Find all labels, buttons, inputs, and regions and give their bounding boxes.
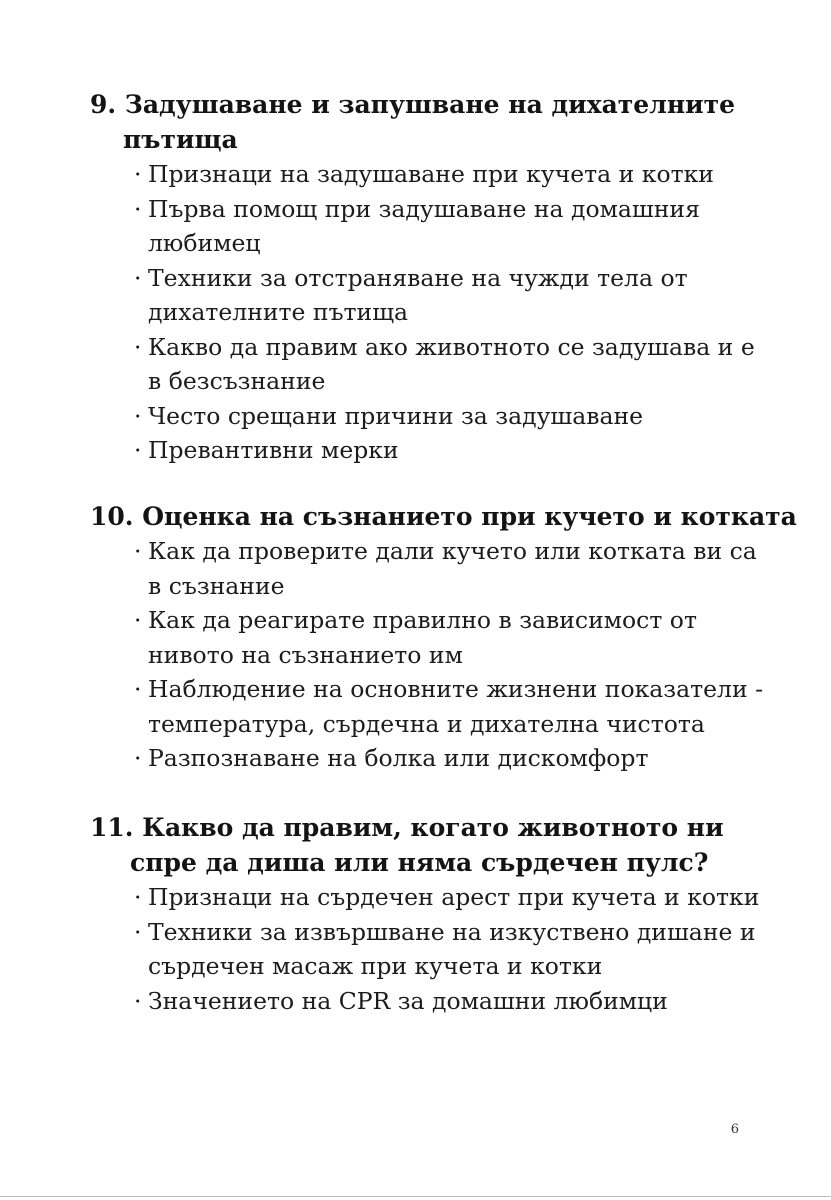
bullet-marker: · — [134, 160, 142, 188]
bullet-marker: · — [134, 883, 142, 911]
heading-line: 11. Какво да правим, когато животното ни — [90, 813, 724, 842]
list-item — [134, 157, 831, 192]
list-item — [134, 603, 831, 672]
bullet-list — [0, 157, 831, 468]
heading-line: 10. Оценка на съзнанието при кучето и котката — [90, 502, 797, 531]
bullet-marker: · — [134, 401, 142, 430]
item-text: любимец — [148, 229, 261, 257]
item-text: в съзнание — [148, 571, 285, 600]
item-text: Значението на CPR за домашни любимци — [148, 986, 668, 1015]
item-text: Какво да правим ако животното се задушава и е — [148, 332, 755, 361]
list-item — [134, 399, 831, 434]
item-text: нивото на съзнанието им — [148, 640, 463, 669]
item-text: Превантивни мерки — [148, 436, 399, 464]
list-item — [134, 880, 831, 915]
list-item — [134, 984, 831, 1019]
bullet-marker: · — [134, 332, 142, 361]
item-text: Наблюдение на основните жизнени показатели - — [148, 675, 764, 703]
section-heading — [0, 810, 831, 880]
section-10 — [0, 499, 831, 776]
list-item — [134, 261, 831, 330]
item-text: сърдечен масаж при кучета и котки — [148, 952, 603, 980]
item-text: Техники за извършване на изкуствено дишане и — [148, 917, 756, 946]
section-11 — [0, 810, 831, 1018]
bullet-marker: · — [134, 606, 142, 634]
bullet-marker: · — [134, 436, 142, 464]
item-text: Признаци на задушаване при кучета и котки — [148, 160, 714, 188]
bullet-marker: · — [134, 917, 142, 946]
item-text: Признаци на сърдечен арест при кучета и котки — [148, 883, 760, 911]
item-text: Често срещани причини за задушаване — [148, 401, 644, 430]
bullet-marker: · — [134, 263, 142, 292]
item-text: Техники за отстраняване на чужди тела от — [148, 263, 688, 292]
heading-line: 9. Задушаване и запушване на дихателните — [90, 90, 736, 119]
list-item — [134, 192, 831, 261]
list-item — [134, 741, 831, 776]
bullet-marker: · — [134, 537, 142, 565]
bullet-marker: · — [134, 194, 142, 223]
item-text: в безсъзнание — [148, 367, 326, 395]
bullet-marker: · — [134, 675, 142, 703]
bullet-marker: · — [134, 986, 142, 1015]
list-item — [134, 534, 831, 603]
section-9 — [0, 87, 831, 468]
bullet-marker: · — [134, 744, 142, 772]
section-heading — [0, 87, 831, 157]
heading-line: пътища — [123, 125, 238, 154]
item-text: Как да проверите дали кучето или котката ви са — [148, 537, 757, 565]
list-item — [134, 433, 831, 468]
page-number: 6 — [730, 1122, 739, 1137]
item-text: дихателните пътища — [148, 298, 409, 326]
item-text: Разпознаване на болка или дискомфорт — [148, 744, 649, 772]
bullet-list — [0, 534, 831, 776]
section-heading — [0, 499, 831, 534]
bottom-divider — [0, 1196, 831, 1197]
list-item — [134, 915, 831, 984]
item-text: температура, сърдечна и дихателна чистота — [148, 709, 705, 738]
list-item — [134, 330, 831, 399]
list-item — [134, 672, 831, 741]
bullet-list — [0, 880, 831, 1018]
heading-line: спре да диша или няма сърдечен пулс? — [130, 848, 709, 877]
item-text: Как да реагирате правилно в зависимост от — [148, 606, 697, 634]
item-text: Първа помощ при задушаване на домашния — [148, 194, 700, 223]
